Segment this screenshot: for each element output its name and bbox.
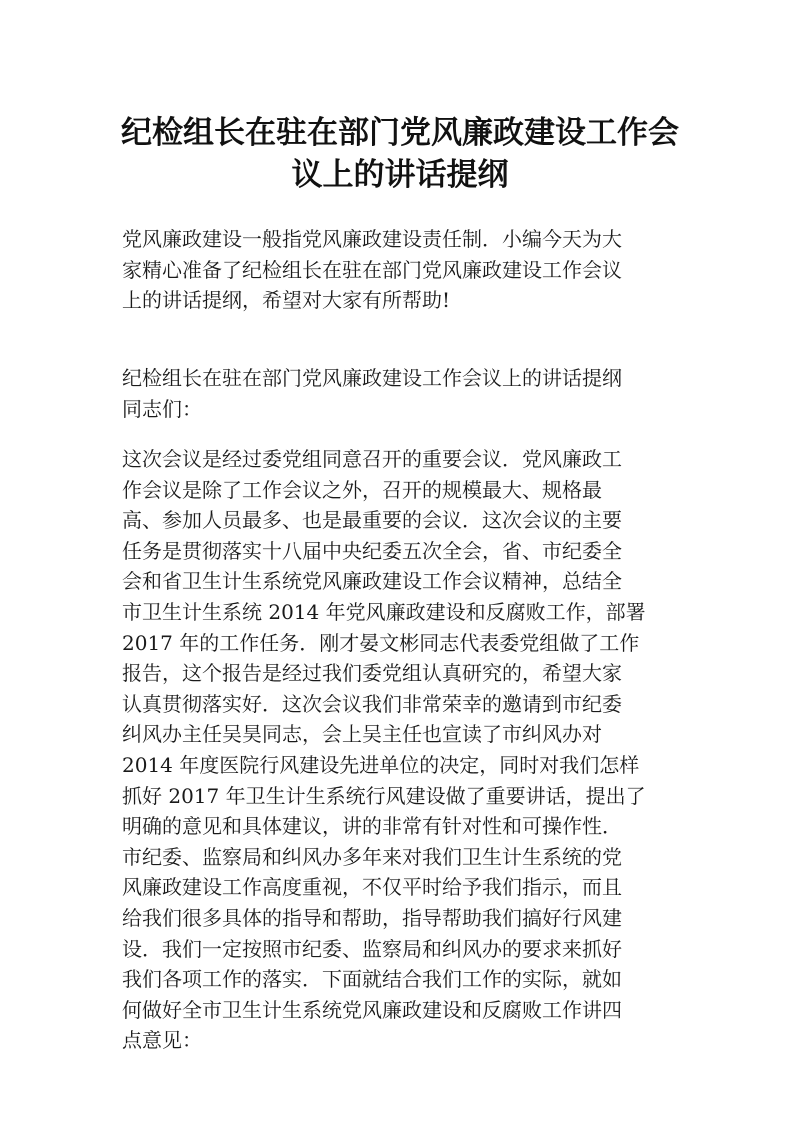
body-line: 风廉政建设工作高度重视，不仅平时给予我们指示，而且 — [122, 875, 622, 900]
body-line: 抓好 2017 年卫生计生系统行风建设做了重要讲话，提出了 — [122, 783, 646, 808]
salutation-line: 同志们： — [122, 396, 202, 421]
body-line: 任务是贯彻落实十八届中央纪委五次全会，省、市纪委全 — [122, 538, 622, 563]
body-line: 报告，这个报告是经过我们委党组认真研究的，希望大家 — [122, 661, 622, 686]
body-line: 认真贯彻落实好．这次会议我们非常荣幸的邀请到市纪委 — [122, 691, 622, 716]
subtitle-and-salutation — [122, 363, 682, 424]
body-line: 我们各项工作的落实．下面就结合我们工作的实际，就如 — [122, 967, 622, 992]
body-line: 市纪委、监察局和纠风办多年来对我们卫生计生系统的党 — [122, 844, 622, 869]
body-line: 给我们很多具体的指导和帮助，指导帮助我们搞好行风建 — [122, 905, 622, 930]
intro-line: 党风廉政建设一般指党风廉政建设责任制．小编今天为大 — [122, 227, 622, 251]
body-line: 市卫生计生系统 2014 年党风廉政建设和反腐败工作，部署 — [122, 599, 646, 624]
document-title — [110, 112, 690, 196]
intro-paragraph — [122, 224, 682, 316]
intro-line: 家精心准备了纪检组长在驻在部门党风廉政建设工作会议 — [122, 257, 622, 282]
body-line: 会和省卫生计生系统党风廉政建设工作会议精神，总结全 — [122, 569, 622, 594]
body-line: 纠风办主任吴昊同志，会上吴主任也宣读了市纠风办对 — [122, 722, 602, 747]
intro-line: 上的讲话提纲，希望对大家有所帮助! — [122, 288, 451, 313]
body-line: 何做好全市卫生计生系统党风廉政建设和反腐败工作讲四 — [122, 997, 622, 1022]
body-line: 2014 年度医院行风建设先进单位的决定，同时对我们怎样 — [122, 752, 640, 777]
body-line: 明确的意见和具体建议，讲的非常有针对性和可操作性． — [122, 814, 622, 839]
body-line: 作会议是除了工作会议之外，召开的规模最大、规格最 — [122, 477, 602, 502]
body-line: 设．我们一定按照市纪委、监察局和纠风办的要求来抓好 — [122, 936, 622, 961]
body-line: 点意见： — [122, 1028, 202, 1053]
body-line: 高、参加人员最多、也是最重要的会议．这次会议的主要 — [122, 508, 622, 533]
body-line: 2017 年的工作任务．刚才晏文彬同志代表委党组做了工作 — [122, 630, 640, 655]
main-paragraph — [122, 444, 682, 1056]
subtitle-line: 纪检组长在驻在部门党风廉政建设工作会议上的讲话提纲 — [122, 366, 622, 390]
title-line: 纪检组长在驻在部门党风廉政建设工作会 — [121, 115, 679, 151]
title-line: 议上的讲话提纲 — [291, 157, 509, 193]
body-line: 这次会议是经过委党组同意召开的重要会议．党风廉政工 — [122, 447, 622, 471]
